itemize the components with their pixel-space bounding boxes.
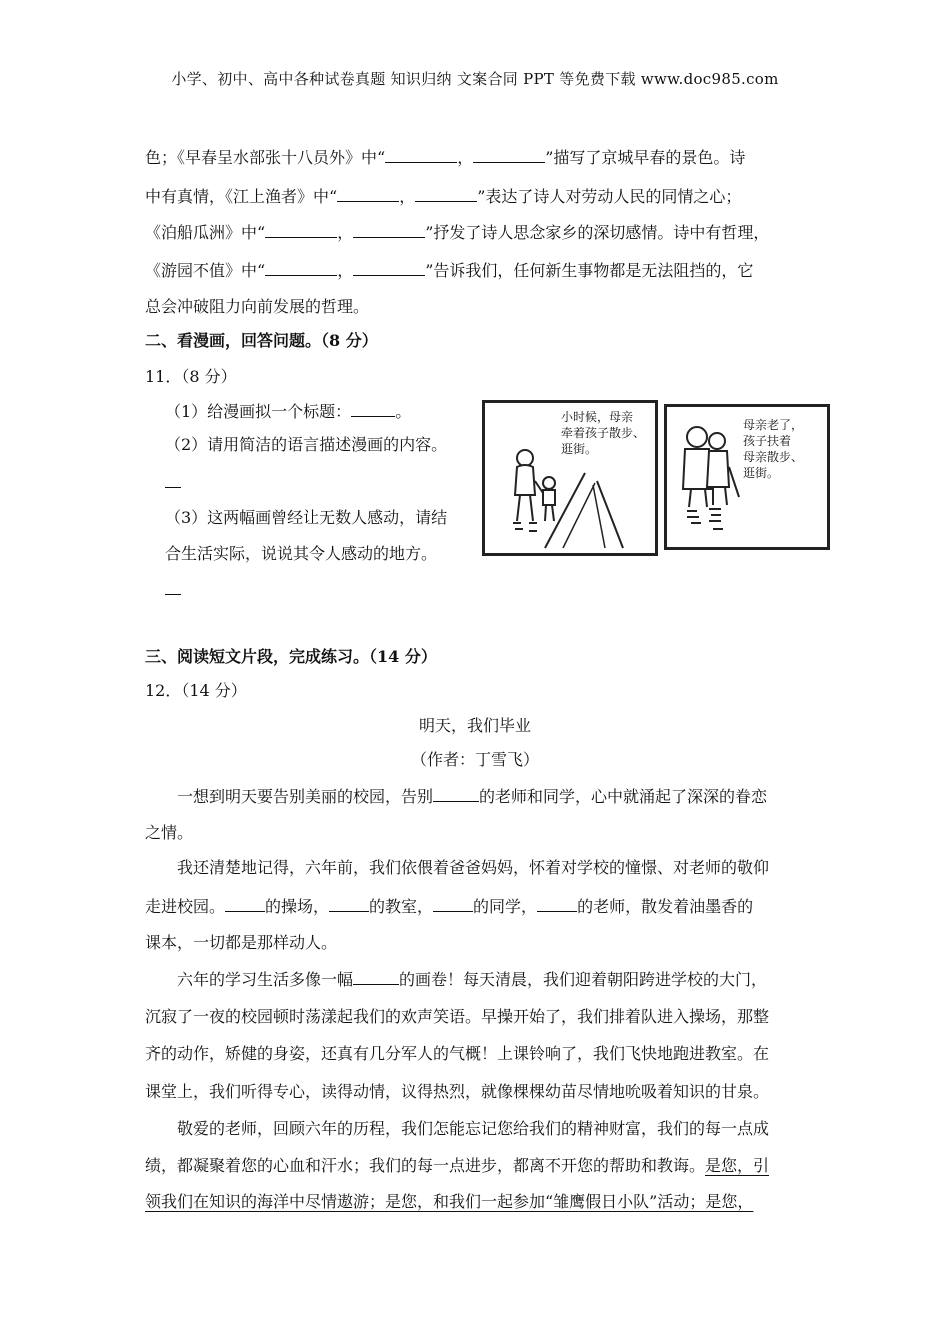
text: 的教室， — [369, 897, 434, 916]
text: 一想到明天要告别美丽的校园，告别 — [177, 787, 434, 806]
paragraph-3-line-1 — [177, 968, 767, 991]
blank[interactable] — [415, 185, 477, 202]
paragraph-3-line-3: 齐的动作，矫健的身姿，还真有几分军人的气概！上课铃响了，我们飞快地跑进教室。在 — [145, 1044, 770, 1063]
paragraph-4-line-1: 敬爱的老师，回顾六年的历程，我们怎能忘记您给我们的精神财富，我们的每一点成 — [177, 1119, 770, 1138]
comic-caption-2: 母亲老了， 孩子扶着 母亲散步、 逛街。 — [743, 418, 804, 480]
blank[interactable] — [433, 895, 473, 912]
blank[interactable] — [329, 895, 369, 912]
question-11-part-3-cont: 合生活实际，说说其令人感动的地方。 — [165, 544, 438, 563]
title-blank[interactable] — [351, 400, 395, 417]
question-11-part-1 — [165, 400, 411, 423]
text: ”抒发了诗人思念家乡的深切感情。诗中有哲理， — [425, 223, 770, 242]
article-title: 明天，我们毕业 — [418, 716, 531, 735]
text: 的操场， — [265, 897, 330, 916]
blank[interactable] — [353, 259, 425, 276]
text: 色；《早春呈水部张十八员外》中“ — [145, 148, 386, 167]
comic-panel-1 — [482, 400, 658, 556]
blank[interactable] — [265, 221, 337, 238]
text: 走进校园。 — [145, 897, 226, 916]
blank[interactable] — [337, 185, 399, 202]
paragraph-4-line-3: 领我们在知识的海洋中尽情遨游；是您，和我们一起参加“雏鹰假日小队”活动；是您， — [145, 1192, 754, 1211]
poem-line-5: 总会冲破阻力向前发展的哲理。 — [145, 297, 370, 316]
blank[interactable] — [353, 221, 425, 238]
blank[interactable] — [265, 259, 337, 276]
paragraph-2-line-1: 我还清楚地记得，六年前，我们依偎着爸爸妈妈，怀着对学校的憧憬、对老师的敬仰 — [177, 858, 770, 877]
section-3-title: 三、阅读短文片段，完成练习。（14 分） — [145, 647, 437, 666]
poem-line-2 — [145, 185, 741, 208]
text: 的老师，散发着油墨香的 — [577, 897, 754, 916]
text: 六年的学习生活多像一幅 — [177, 970, 354, 989]
blank[interactable] — [537, 895, 577, 912]
text: 的画卷！每天清晨，我们迎着朝阳跨进学校的大门， — [399, 970, 768, 989]
blank[interactable] — [433, 785, 479, 802]
poem-line-3 — [145, 221, 769, 244]
text: 绩，都凝聚着您的心血和汗水；我们的每一点进步，都离不开您的帮助和教诲。 — [145, 1156, 706, 1175]
blank[interactable] — [385, 146, 457, 163]
text: 。 — [395, 402, 412, 421]
paragraph-3-line-2: 沉寂了一夜的校园顿时荡漾起我们的欢声笑语。早操开始了，我们排着队进入操场，那整 — [145, 1007, 770, 1026]
text: 中有真情，《江上渔者》中“ — [145, 187, 338, 206]
blank[interactable] — [353, 968, 399, 985]
paragraph-2-line-3: 课本，一切都是那样动人。 — [145, 933, 338, 952]
page-header: 小学、初中、高中各种试卷真题 知识归纳 文案合同 PPT 等免费下载 www.doc985.com — [171, 70, 779, 88]
text: ， — [457, 148, 474, 167]
question-12-number: 12．（14 分） — [145, 681, 247, 700]
text: 的同学， — [473, 897, 538, 916]
poem-line-1 — [145, 146, 745, 169]
blank[interactable] — [225, 895, 265, 912]
comic-panel-2 — [664, 404, 830, 550]
question-11-part-3: （3）这两幅画曾经让无数人感动，请结 — [165, 508, 448, 527]
text: （1）给漫画拟一个标题： — [165, 402, 352, 421]
question-11-part-2: （2）请用简洁的语言描述漫画的内容。 — [165, 435, 448, 454]
text: 《游园不值》中“ — [145, 261, 266, 280]
text: ， — [337, 261, 354, 280]
paragraph-2-line-2 — [145, 895, 753, 918]
text: ”描写了京城早春的景色。诗 — [545, 148, 746, 167]
question-11-number: 11．（8 分） — [145, 367, 237, 386]
poem-line-4 — [145, 259, 753, 282]
paragraph-1-line-1 — [177, 785, 767, 808]
answer-dash-1[interactable] — [165, 487, 181, 488]
text: 的老师和同学，心中就涌起了深深的眷恋 — [479, 787, 768, 806]
paragraph-1-line-2: 之情。 — [145, 823, 194, 842]
answer-dash-2[interactable] — [165, 594, 181, 595]
paragraph-4-line-2 — [145, 1155, 769, 1177]
text: ， — [337, 223, 354, 242]
article-author: （作者：丁雪飞） — [410, 750, 539, 769]
underlined-text: 是您，引 — [705, 1156, 770, 1175]
text: ， — [399, 187, 416, 206]
paragraph-3-line-4: 课堂上，我们听得专心，读得动情，议得热烈，就像棵棵幼苗尽情地吮吸着知识的甘泉。 — [145, 1082, 770, 1101]
comic-caption-1: 小时候，母亲 牵着孩子散步、 逛街。 — [561, 410, 646, 456]
text: ”表达了诗人对劳动人民的同情之心； — [477, 187, 742, 206]
blank[interactable] — [473, 146, 545, 163]
text: ”告诉我们，任何新生事物都是无法阻挡的，它 — [425, 261, 754, 280]
text: 《泊船瓜洲》中“ — [145, 223, 266, 242]
section-2-title: 二、看漫画，回答问题。（8 分） — [145, 331, 378, 350]
